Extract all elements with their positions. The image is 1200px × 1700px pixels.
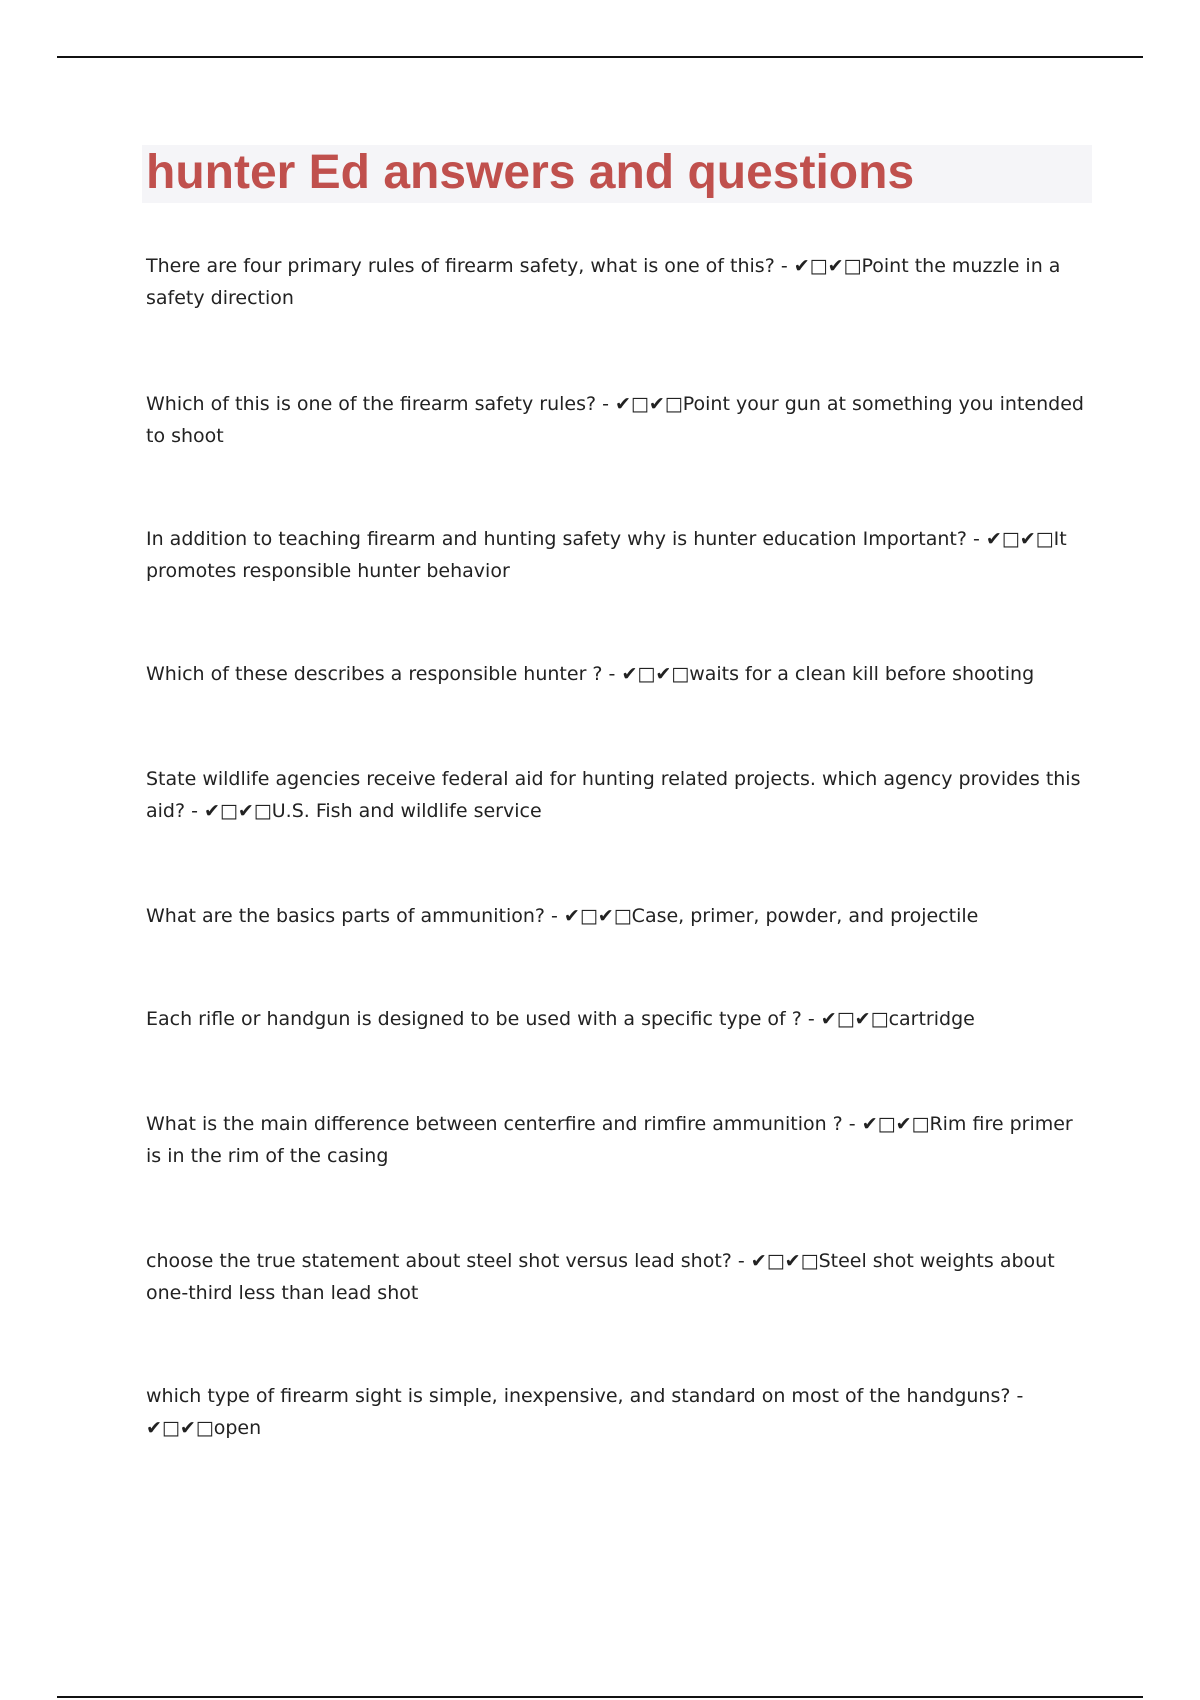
answer-marker: - ✔□✔□ — [146, 1385, 1024, 1439]
qa-item — [146, 1380, 1086, 1444]
question-text: Each rifle or handgun is designed to be used with a specific type of ? — [146, 1008, 802, 1030]
answer-marker: - ✔□✔□ — [544, 905, 632, 927]
qa-item — [146, 763, 1086, 827]
answer-text: Point the muzzle in a safety direction — [146, 255, 1061, 309]
question-text: State wildlife agencies receive federal aid for hunting related projects. which agency provides this aid? — [146, 768, 1081, 822]
qa-item — [146, 1245, 1086, 1309]
answer-marker: - ✔□✔□ — [774, 255, 862, 277]
answer-text: Steel shot weights about one-third less than lead shot — [146, 1250, 1055, 1304]
answer-marker: - ✔□✔□ — [842, 1113, 930, 1135]
qa-item — [146, 388, 1086, 452]
answer-text: waits for a clean kill before shooting — [689, 663, 1035, 685]
question-text: In addition to teaching firearm and hunting safety why is hunter education Important? — [146, 528, 967, 550]
qa-item — [146, 1003, 1086, 1035]
bottom-rule — [57, 1696, 1143, 1698]
answer-marker: - ✔□✔□ — [801, 1008, 889, 1030]
qa-item — [146, 250, 1086, 314]
answer-marker: - ✔□✔□ — [185, 800, 272, 822]
top-rule — [57, 56, 1143, 58]
answer-marker: - ✔□✔□ — [596, 393, 683, 415]
question-text: Which of this is one of the firearm safety rules? — [146, 393, 597, 415]
qa-item — [146, 900, 1086, 932]
question-text: Which of these describes a responsible hunter ? — [146, 663, 603, 685]
question-text: What are the basics parts of ammunition? — [146, 905, 545, 927]
qa-item — [146, 523, 1086, 587]
answer-text: It promotes responsible hunter behavior — [146, 528, 1067, 582]
document-title: hunter Ed answers and questions — [146, 146, 915, 199]
question-text: which type of firearm sight is simple, inexpensive, and standard on most of the handguns? — [146, 1385, 1011, 1407]
question-text: choose the true statement about steel shot versus lead shot? — [146, 1250, 732, 1272]
answer-text: Rim fire primer is in the rim of the casing — [146, 1113, 1073, 1167]
answer-text: Point your gun at something you intended to shoot — [146, 393, 1084, 447]
answer-text: U.S. Fish and wildlife service — [271, 800, 542, 822]
answer-marker: - ✔□✔□ — [966, 528, 1054, 550]
answer-text: Case, primer, powder, and projectile — [631, 905, 979, 927]
question-text: What is the main difference between centerfire and rimfire ammunition ? — [146, 1113, 843, 1135]
answer-text: open — [213, 1417, 262, 1439]
answer-text: cartridge — [888, 1008, 975, 1030]
qa-item — [146, 1108, 1086, 1172]
answer-marker: - ✔□✔□ — [602, 663, 690, 685]
question-text: There are four primary rules of firearm safety, what is one of this? — [146, 255, 775, 277]
qa-item — [146, 658, 1086, 690]
answer-marker: - ✔□✔□ — [731, 1250, 819, 1272]
